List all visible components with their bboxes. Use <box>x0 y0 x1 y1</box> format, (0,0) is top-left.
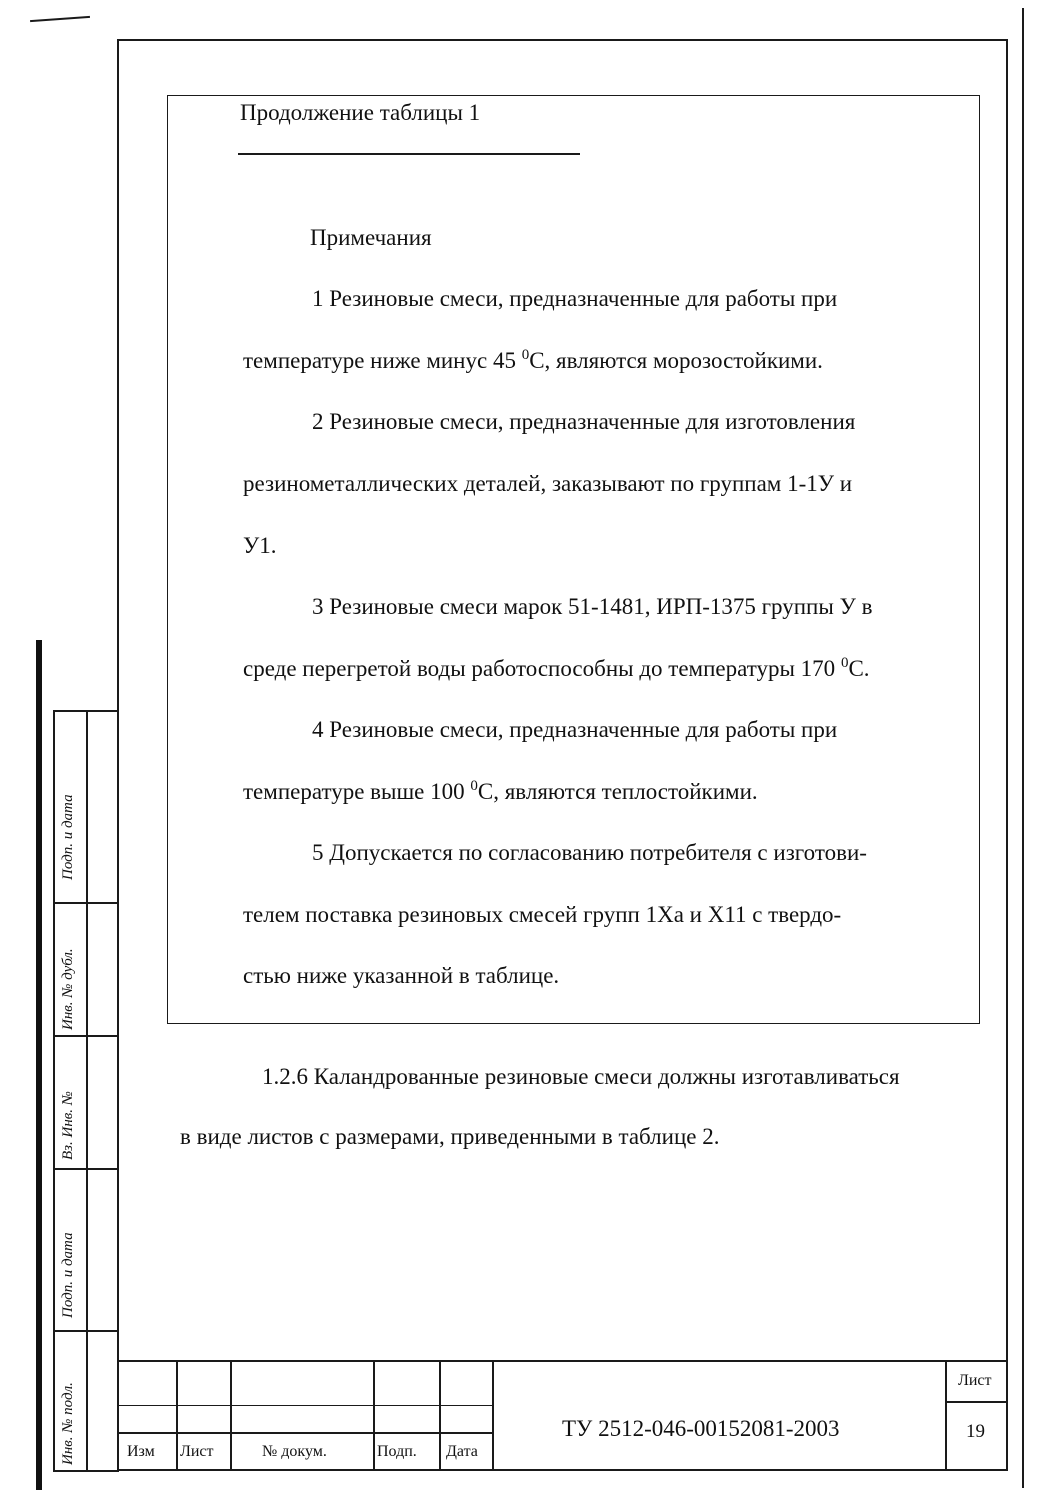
stamp-label: Вз. Инв. № <box>60 1091 76 1160</box>
stamp-label: Инв. № дубл. <box>60 948 76 1030</box>
note-line: 4 Резиновые смеси, предназначенные для работы при <box>312 717 838 742</box>
column-label-date: Дата <box>446 1443 478 1460</box>
table-continuation-label: Продолжение таблицы 1 <box>240 100 481 125</box>
column-label-signature: Подп. <box>377 1443 417 1460</box>
note-line: температуре выше 100 $^0$С, являются теплостойкими. <box>243 778 758 804</box>
note-line: телем поставка резиновых смесей групп 1Ха и Х11 с твердо- <box>243 902 842 927</box>
binding-edge <box>36 640 42 1490</box>
note-line: У1. <box>243 533 277 558</box>
stamp-label: Подп. и дата <box>60 1232 76 1318</box>
note-line: стью ниже указанной в таблице. <box>243 963 560 988</box>
note-line: резинометаллических деталей, заказывают по группам 1-1У и <box>243 471 853 496</box>
note-line: 5 Допускается по согласованию потребителя с изготови- <box>312 840 867 865</box>
body-paragraph-line: 1.2.6 Каландрованные резиновые смеси должны изготавливаться <box>262 1064 900 1089</box>
column-label-izm: Изм <box>127 1443 155 1460</box>
stamp-label: Инв. № подл. <box>60 1382 76 1465</box>
sheet-label: Лист <box>958 1372 992 1389</box>
column-label-doc-number: № докум. <box>262 1443 327 1460</box>
stamp-label: Подп. и дата <box>60 794 76 880</box>
body-paragraph-line: в виде листов с размерами, приведенными в таблице 2. <box>180 1124 720 1149</box>
table-notes-box <box>167 95 980 1024</box>
note-line: 2 Резиновые смеси, предназначенные для изготовления <box>312 409 856 434</box>
sheet-number: 19 <box>966 1421 985 1442</box>
note-line: 3 Резиновые смеси марок 51-1481, ИРП-1375 группы У в <box>312 594 873 619</box>
note-line: 1 Резиновые смеси, предназначенные для работы при <box>312 286 838 311</box>
notes-title: Примечания <box>310 225 432 250</box>
note-line: температуре ниже минус 45 $^0$С, являются морозостойкими. <box>243 347 823 373</box>
page-edge-line <box>1022 8 1024 1488</box>
scan-mark <box>30 16 90 22</box>
document-code: ТУ 2512-046-00152081-2003 <box>562 1416 840 1441</box>
column-label-list: Лист <box>180 1443 214 1460</box>
note-line: среде перегретой воды работоспособны до температуры 170 $^0$С. <box>243 655 870 681</box>
